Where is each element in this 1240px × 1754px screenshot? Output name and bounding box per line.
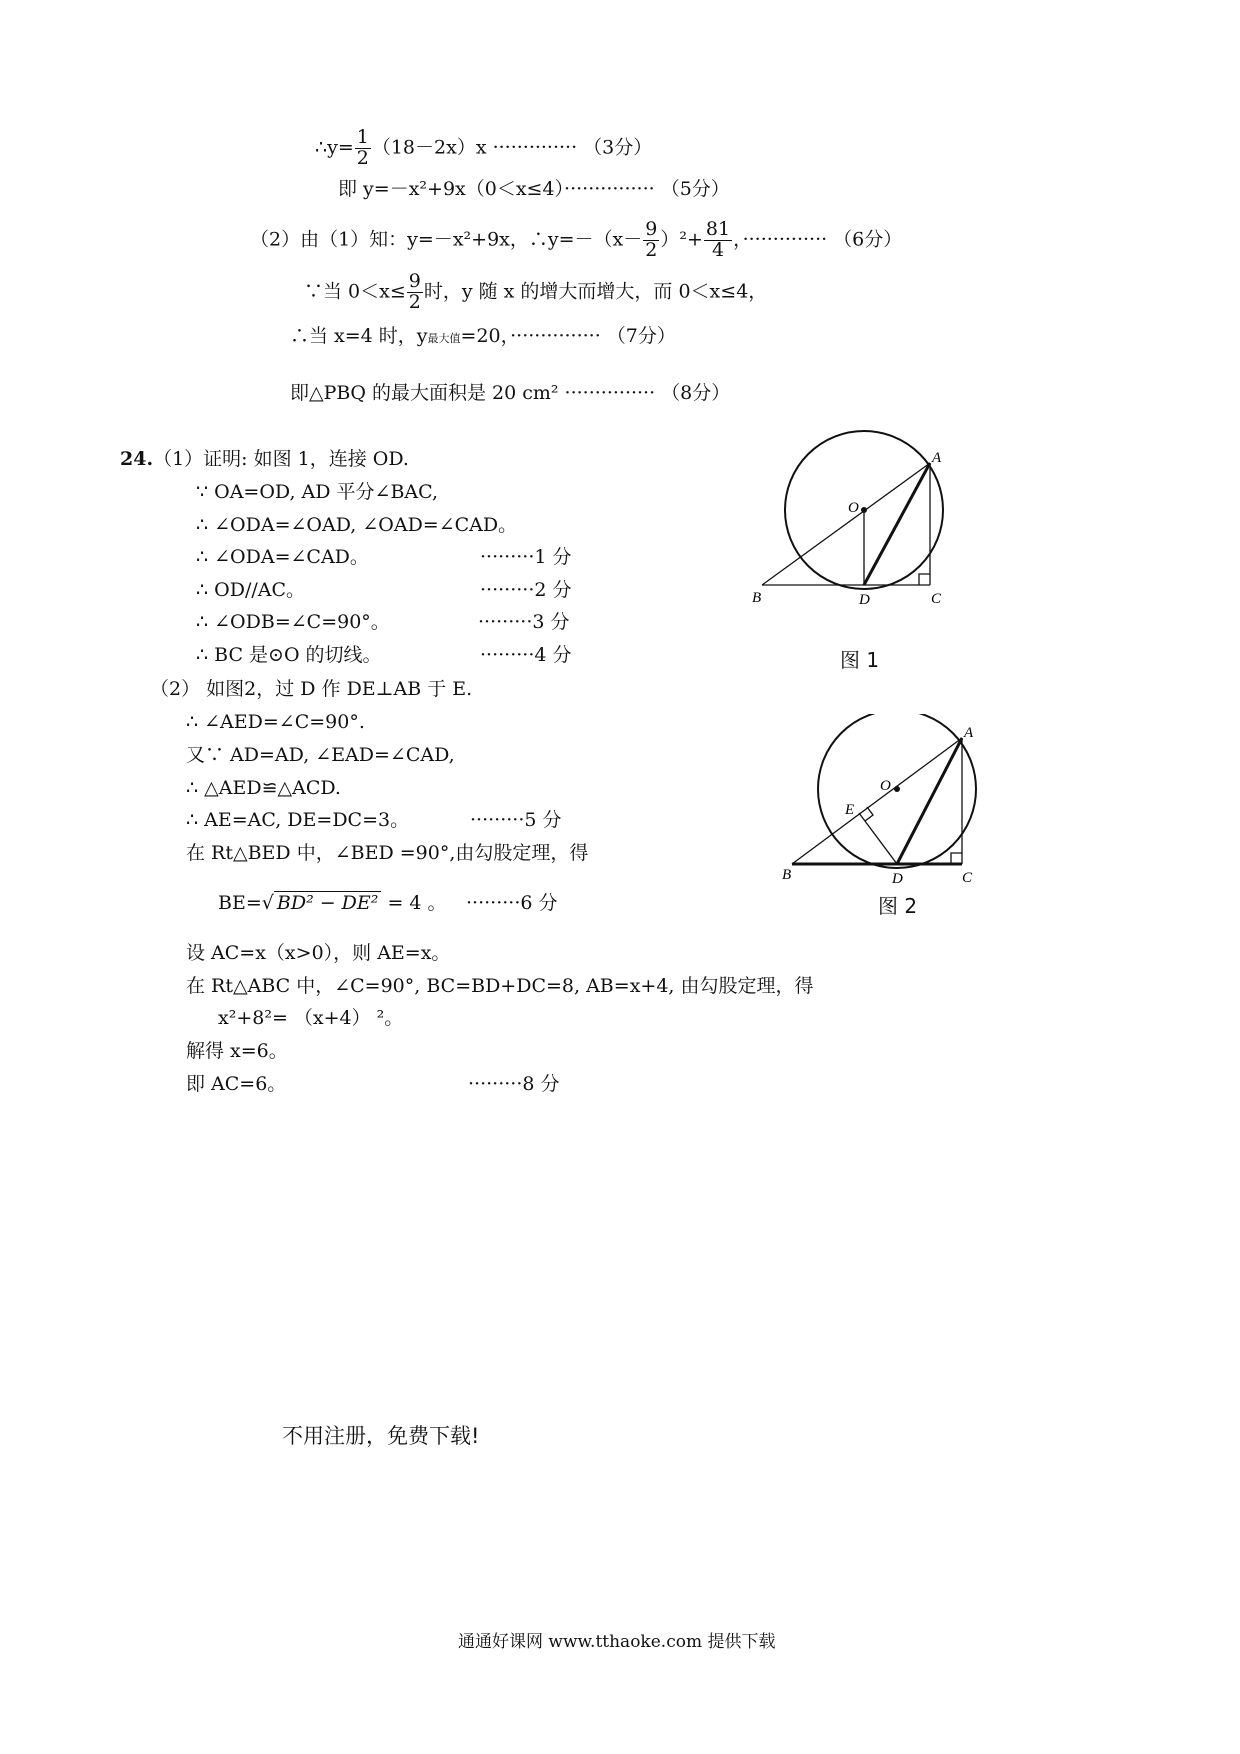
p24-line-18: 解得 x=6。 [186, 1040, 288, 1062]
p24-line-9: ∴ ∠AED=∠C=90°. [186, 711, 365, 733]
problem-number: 24. [120, 448, 154, 470]
fig2-label-d: D [892, 871, 903, 887]
figure-1-caption: 图 1 [840, 648, 880, 672]
p24-line-19: 即 AC=6。 [186, 1073, 287, 1095]
fraction: $\frac{81}{4}$ [705, 218, 731, 261]
fraction: $\frac{1}{2}$ [356, 126, 369, 169]
fig2-label-o: O [880, 778, 891, 794]
p24-score-8: ·········8 分 [468, 1073, 560, 1095]
fig2-right-angle-c [951, 853, 962, 864]
p24-score-3: ·········3 分 [478, 611, 570, 633]
fig1-label-d: D [859, 592, 870, 608]
p23-line-1: ∴y= $\frac{1}{2}$ （18－2x）x ·············· （3分） [315, 126, 653, 169]
footer-text: 通通好课网 www.tthaoke.com 提供下载 [458, 1632, 776, 1652]
fig1-label-b: B [752, 590, 762, 606]
p24-line-11: ∴ △AED≌△ACD. [186, 777, 341, 799]
p24-line-16: 在 Rt△ABC 中，∠C=90°, BC=BD+DC=8, AB=x+4, 由勾股定理，得 [186, 975, 814, 997]
figure-2-caption: 图 2 [878, 894, 918, 918]
sqrt-expression: BD² − DE² [274, 891, 382, 914]
p24-score-1: ·········1 分 [480, 546, 572, 568]
fig1-label-a: A [932, 450, 942, 466]
p24-line-15: 设 AC=x（x>0），则 AE=x。 [186, 942, 451, 964]
fig1-right-angle [919, 574, 930, 585]
fig1-label-c: C [931, 591, 942, 607]
fig1-center-dot [861, 507, 867, 513]
figure-1 [740, 430, 960, 615]
p24-line-12: ∴ AE=AC, DE=DC=3。 [186, 809, 410, 831]
p24-line-8: （2） 如图2，过 D 作 DE⊥AB 于 E. [150, 678, 473, 700]
p24-line-3: ∴ ∠ODA=∠OAD, ∠OAD=∠CAD。 [196, 514, 518, 536]
fig2-label-a: A [964, 725, 974, 741]
fraction: $\frac{9}{2}$ [408, 270, 421, 313]
p24-line-1: 24.（1）证明: 如图 1，连接 OD. [120, 448, 409, 470]
p24-line-2: ∵ OA=OD, AD 平分∠BAC, [196, 481, 439, 503]
fraction: $\frac{9}{2}$ [645, 218, 658, 261]
p23-line-6: 即△PBQ 的最大面积是 20 cm² ··············· （8分） [290, 382, 731, 404]
p23-line-2: 即 y=－x²+9x（0＜x≤4）··············· （5分） [338, 178, 730, 200]
fig2-line-ba [792, 738, 962, 864]
p24-line-7: ∴ BC 是⊙O 的切线。 [196, 644, 382, 666]
fig1-label-o: O [848, 500, 859, 516]
p24-line-10: 又∵ AD=AD, ∠EAD=∠CAD, [186, 744, 455, 766]
fig2-label-e: E [845, 802, 855, 818]
p24-line-6: ∴ ∠ODB=∠C=90°。 [196, 611, 390, 633]
fig2-line-de [859, 813, 897, 864]
p24-line-17: x²+8²= （x+4） ²。 [218, 1007, 404, 1029]
fig2-label-c: C [962, 870, 973, 886]
p24-score-4: ·········4 分 [480, 644, 572, 666]
p23-line-3: （2）由（1）知：y=－x²+9x，∴y=－（x－ $\frac{9}{2}$ ）²+ $\frac{81}{4}$ ，·············· （6分） [250, 218, 903, 261]
p24-line-13: 在 Rt△BED 中，∠BED =90°,由勾股定理，得 [186, 842, 589, 864]
p23-line-5: ∴当 x=4 时，y最大值=20，··············· （7分） [290, 325, 676, 347]
promo-text: 不用注册，免费下载! [282, 1424, 480, 1448]
p23-line-4: ∵当 0＜x≤ $\frac{9}{2}$ 时，y 随 x 的增大而增大，而 0＜x≤4， [304, 270, 768, 313]
p24-score-2: ·········2 分 [480, 579, 572, 601]
p24-line-4: ∴ ∠ODA=∠CAD。 [196, 546, 369, 568]
figure-2 [770, 714, 980, 889]
p24-line-14: BE=√ BD² − DE² = 4 。 [218, 892, 447, 914]
fig2-label-b: B [782, 867, 792, 883]
p24-score-6: ·········6 分 [466, 892, 558, 914]
fig2-center-dot [894, 786, 900, 792]
p24-score-5: ·········5 分 [470, 809, 562, 831]
p24-line-5: ∴ OD//AC。 [196, 579, 305, 601]
